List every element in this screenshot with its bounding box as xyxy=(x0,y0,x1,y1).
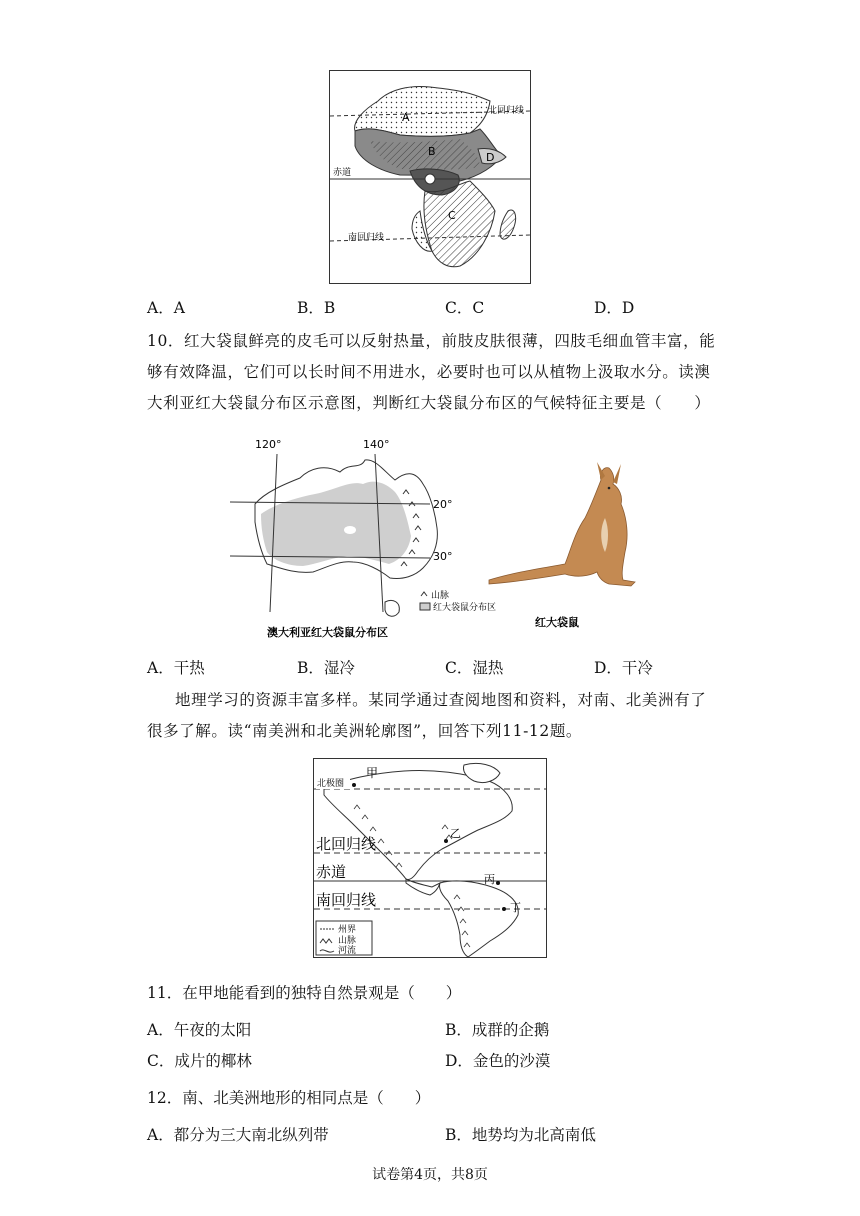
lon-120-label: 120° xyxy=(255,438,282,451)
bing-label: 丙 xyxy=(484,873,495,886)
q9-option-d: D．D xyxy=(594,299,635,317)
q10-option-a: A．干热 xyxy=(147,659,205,677)
americas-map xyxy=(314,759,546,957)
legend-range: 红大袋鼠分布区 xyxy=(433,603,497,613)
legend-mountain: 山脉 xyxy=(431,591,450,601)
q10-question: 10．红大袋鼠鲜亮的皮毛可以反射热量，前肢皮肤很薄，四肢毛细血管丰富，能够有效降温，它们可以长时间不用进水，必要时也可以从植物上汲取水分。读澳大利亚红大袋鼠分布区示意图，判断红大袋鼠分布区的气候特征主要是（ ） xyxy=(147,332,716,412)
jia-label: 甲 xyxy=(366,766,379,780)
south-america-outline xyxy=(439,881,518,957)
equator-label: 赤道 xyxy=(316,863,347,881)
arctic-label: 北极圈 xyxy=(317,779,345,789)
section-intro: 地理学习的资源丰富多样。某同学通过查阅地图和资料，对南、北美洲有了很多了解。读“南美洲和北美洲轮廓图”，回答下列11-12题。 xyxy=(147,691,707,740)
q11-option-a: A．午夜的太阳 xyxy=(147,1021,252,1039)
q9-option-b: B．B xyxy=(297,299,336,317)
australia-caption: 澳大利亚红大袋鼠分布区 xyxy=(267,626,388,639)
americas-map-figure xyxy=(313,758,547,958)
q11-option-c: C．成片的椰林 xyxy=(147,1052,252,1070)
q11-question: 11．在甲地能看到的独特自然景观是（ ） xyxy=(147,984,462,1002)
q12-option-a: A．都分为三大南北纵列带 xyxy=(147,1126,329,1144)
legend-state-border: 州界 xyxy=(338,925,357,935)
south-tropic-label: 南回归线 xyxy=(316,891,377,909)
lat-20-label: 20° xyxy=(433,498,453,511)
q12-option-b: B．地势均为北高南低 xyxy=(445,1126,596,1144)
q11-option-b: B．成群的企鹅 xyxy=(445,1021,550,1039)
north-tropic-label: 北回归线 xyxy=(316,835,377,853)
lat-30-label: 30° xyxy=(433,550,453,563)
legend-range-swatch xyxy=(420,603,430,610)
north-america-outline xyxy=(324,770,512,879)
legend-mountain: 山脉 xyxy=(338,936,357,946)
label-c: C xyxy=(448,209,456,222)
q10-option-c: C．湿热 xyxy=(445,659,504,677)
label-a: A xyxy=(402,111,410,124)
lon-140-label: 140° xyxy=(363,438,390,451)
africa-map-figure xyxy=(329,70,531,284)
kangaroo-illustration xyxy=(489,462,635,586)
page-footer: 试卷第4页，共8页 xyxy=(372,1167,488,1183)
zone-d-south xyxy=(424,181,495,267)
north-tropic-label: 北回归线 xyxy=(488,106,525,116)
australia-map xyxy=(225,432,645,644)
yi-label: 乙 xyxy=(450,827,461,840)
equator-label: 赤道 xyxy=(333,168,352,178)
ding-label: 丁 xyxy=(510,901,521,914)
kangaroo-caption: 红大袋鼠 xyxy=(535,616,579,629)
legend-mountain-icon xyxy=(421,592,427,596)
q9-option-a: A．A xyxy=(147,299,185,317)
label-d: D xyxy=(486,151,495,164)
madagascar xyxy=(500,210,516,239)
legend-river: 河流 xyxy=(338,946,357,956)
africa-map xyxy=(330,71,530,283)
south-tropic-label: 南回归线 xyxy=(348,233,385,243)
q10-option-b: B．湿冷 xyxy=(297,659,355,677)
label-b: B xyxy=(428,145,436,158)
q11-option-d: D．金色的沙漠 xyxy=(445,1052,551,1070)
australia-figure xyxy=(225,432,645,644)
q12-question: 12．南、北美洲地形的相同点是（ ） xyxy=(147,1089,431,1107)
q9-option-c: C．C xyxy=(445,299,485,317)
q10-option-d: D．干冷 xyxy=(594,659,653,677)
